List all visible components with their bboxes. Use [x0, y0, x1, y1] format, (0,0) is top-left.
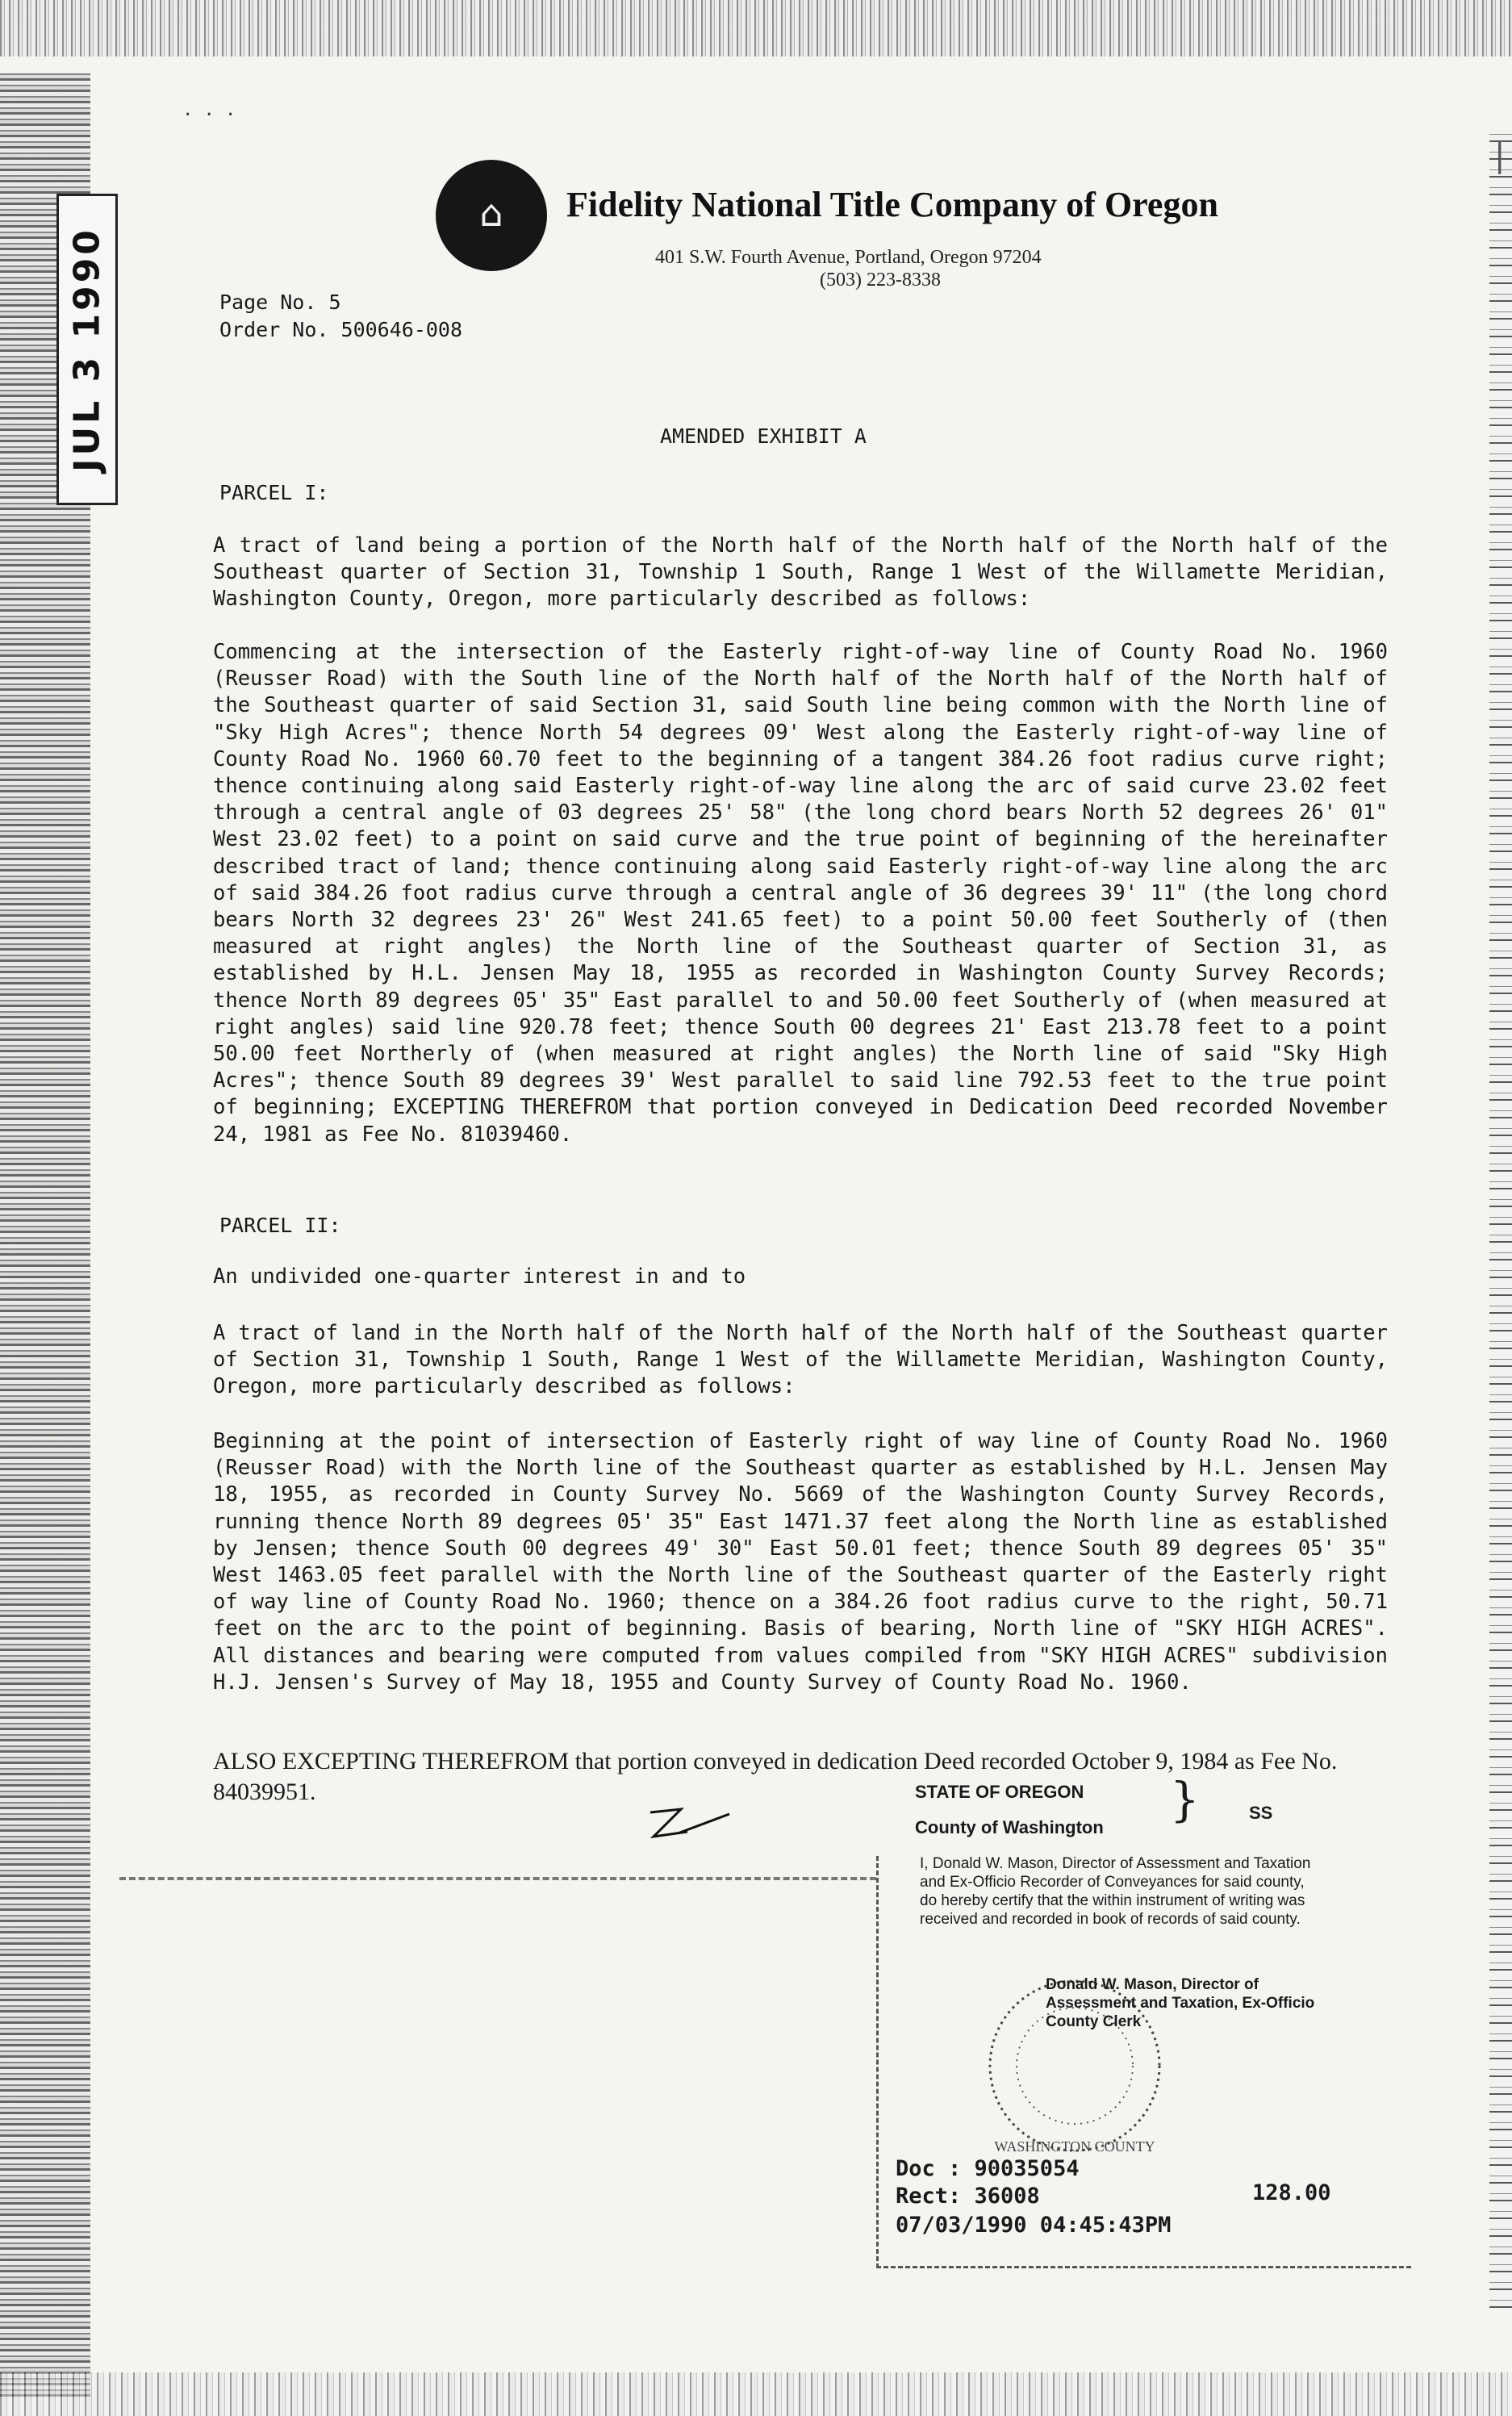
document-title: AMENDED EXHIBIT A [660, 424, 867, 448]
state-label: STATE OF OREGON [915, 1782, 1084, 1802]
margin-mark: | [1494, 137, 1506, 174]
doc-number: Doc : 90035054 [896, 2156, 1080, 2181]
recording-fee: 128.00 [1252, 2180, 1331, 2205]
ss-label: SS [1249, 1803, 1273, 1823]
recorded-datetime: 07/03/1990 04:45:43PM [896, 2213, 1172, 2238]
parcel-2-intro: A tract of land in the North half of the North half of the North half of the Southeast quarter of Section 31, Township 1 South, Range 1 West of the Willamette Meridian, Washington County, Oregon, more particularly described as follows: [213, 1321, 1388, 1399]
recorder-signature-block: Donald W. Mason, Director of Assessment and Taxation, Ex-Officio County Clerk [1046, 1976, 1315, 2030]
scan-edge-top [0, 0, 1512, 56]
seal-text: WASHINGTON COUNTY [994, 2138, 1155, 2155]
scan-edge-bottom [0, 2372, 1512, 2416]
county-label: County of Washington [915, 1817, 1104, 1837]
parcel-2-heading: PARCEL II: [219, 1214, 341, 1237]
scan-specks: · · · [182, 105, 236, 125]
parcel-1-intro: A tract of land being a portion of the North half of the North half of the North half of the Southeast quarter of Section 31, Township 1 South, Range 1 West of the Willamette Meridian, Washington County, Oregon, more particularly described as follows: [213, 533, 1388, 612]
parcel-2-description: Beginning at the point of intersection of Easterly right of way line of County Road No. 1960 (Reusser Road) with the North line of the Southeast quarter as established by H.L. Jensen May 18, 1955, as recorded in County Survey No. 5669 of the Washington County Survey Records, running thence North 89 degrees 05' 35" East 1471.37 feet along the North line as established by Jensen; thence South 00 degrees 49' 30" East 50.01 feet; thence South 89 degrees 05' 35" West 1463.05 feet parallel with the North line of the Southeast quarter of the Easterly right of way line of County Road No. 1960; thence on a 384.26 foot radius curve to the right, 50.71 feet on the arc to the point of beginning. Basis of bearing, North line of "SKY HIGH ACRES". All distances and bearing were computed from values compiled from "SKY HIGH ACRES" subdivision H.J. Jensen's Survey of May 18, 1955 and County Survey of County Road No. 1960. [213, 1429, 1388, 1695]
company-phone: (503) 223-8338 [820, 270, 941, 291]
page-number: Page No. 5 [219, 291, 341, 314]
company-logo-icon: ⌂ [436, 160, 547, 271]
received-date-stamp [56, 194, 118, 505]
order-number: Order No. 500646-008 [219, 318, 463, 341]
parcel-1-description: Commencing at the intersection of the Easterly right-of-way line of County Road No. 1960 (Reusser Road) with the South line of the North half of the North half of the North half of the Southeast quarter of said Section 31, said South line being common with the North line of "Sky High Acres"; thence North 54 degrees 09' West along the Easterly right-of-way line of County Road No. 1960 60.70 feet to the beginning of a tangent 384.26 foot radius curve right; thence continuing along said Easterly right-of-way line along the arc of said curve 23.02 feet through a central angle of 03 degrees 25' 58" (the long chord bears North 52 degrees 26' 01" West 23.02 feet) to a point on said curve and the true point of beginning of the hereinafter described tract of land; thence continuing along said Easterly right-of-way line along the arc of said 384.26 foot radius curve through a central angle of 36 degrees 39' 11" (the long chord bears North 32 degrees 23' 26" West 241.65 feet) to a point 50.00 feet Southerly of (then measured at right angles) the North line of the Southeast quarter of Section 31, as established by H.L. Jensen May 18, 1955 as recorded in Washington County Survey Records; thence North 89 degrees 05' 35" East parallel to and 50.00 feet Southerly of (when measured at right angles) said line 920.78 feet; thence South 00 degrees 21' East 213.78 feet to a point 50.00 feet Northerly of (when measured at right angles) the North line of said "Sky High Acres"; thence South 89 degrees 39' West parallel to said line 792.53 feet to the true point of beginning; EXCEPTING THEREFROM that portion conveyed in Dedication Deed recorded November 24, 1981 as Fee No. 81039460. [213, 640, 1388, 1147]
company-address: 401 S.W. Fourth Avenue, Portland, Oregon 97204 [655, 247, 1042, 268]
initial-mark-icon [645, 1803, 734, 1843]
also-excepting-clause: ALSO EXCEPTING THEREFROM that portion conveyed in dedication Deed recorded October 9, 1984 as Fee No. 84039951. [213, 1748, 1338, 1805]
parcel-1-heading: PARCEL I: [219, 481, 329, 504]
parcel-2-interest: An undivided one-quarter interest in and to [213, 1264, 746, 1289]
divider-line [119, 1877, 876, 1880]
brace-icon: } [1170, 1772, 1200, 1827]
recorder-certification: I, Donald W. Mason, Director of Assessment and Taxation and Ex-Officio Recorder of Conveyances for said county, do hereby certify that the within instrument of writing was received and recorded in book of records of said county. [920, 1855, 1311, 1928]
received-date-text: JUL 3 1990 [66, 227, 108, 472]
scan-edge-right [1489, 129, 1512, 2308]
receipt-number: Rect: 36008 [896, 2184, 1040, 2209]
company-name: Fidelity National Title Company of Oregon [566, 185, 1218, 224]
